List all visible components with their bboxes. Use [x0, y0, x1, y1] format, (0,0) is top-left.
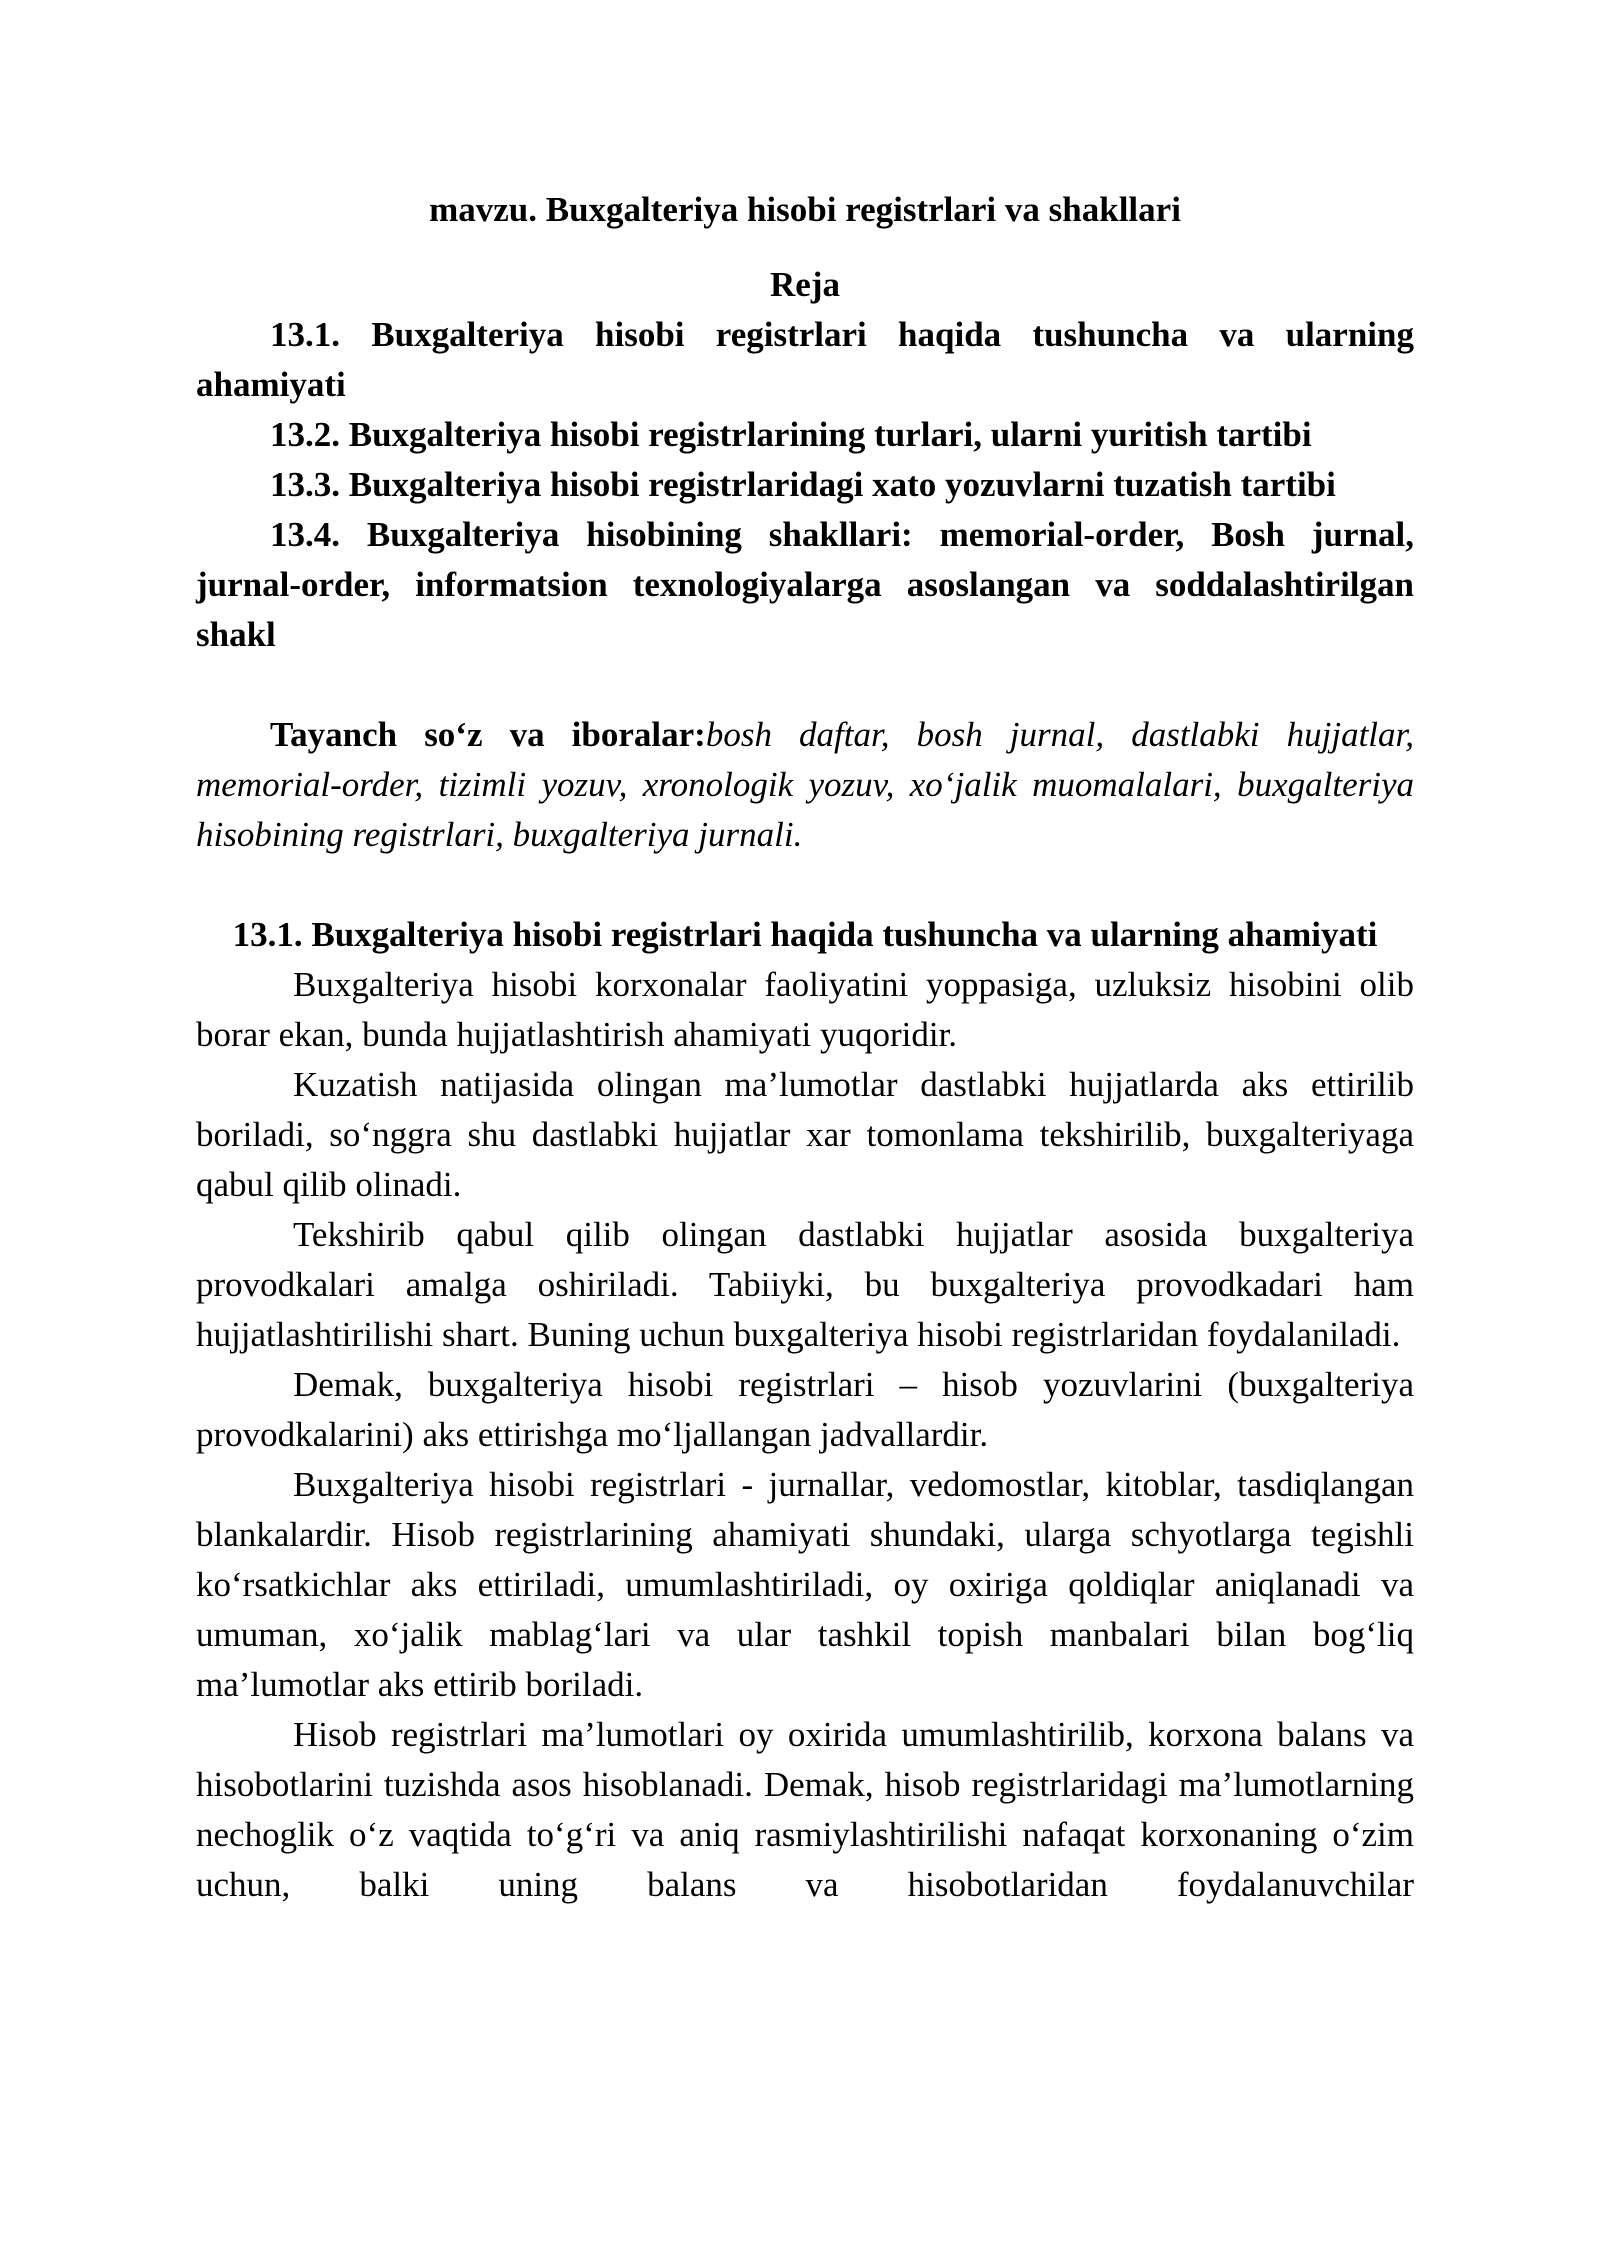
body-paragraph: Kuzatish natijasida olingan ma’lumotlar dastlabki hujjatlarda aks ettirilib boriladi, so‘nggra shu dastlabki hujjatlar xar tomonlama tekshirilib, buxgalteriyaga qabul qilib olinadi. [196, 1065, 1414, 1204]
body-paragraph: Demak, buxgalteriya hisobi registrlari – hisob yozuvlarini (buxgalteriya provodkalarini) aks ettirishga mo‘ljallangan jadvallardir. [196, 1365, 1414, 1454]
document-title: mavzu. Buxgalteriya hisobi registrlari va shakllari [429, 190, 1181, 229]
document-page [196, 185, 1414, 1910]
keywords-list: bosh daftar, bosh jurnal, dastlabki hujjatlar, memorial-order, tizimli yozuv, xronologik yozuv, xo‘jalik muomalalari, buxgalteriya hisobining registrlari, buxgalteriya jurnali. [196, 715, 1415, 854]
body-paragraph: Buxgalteriya hisobi korxonalar faoliyatini yoppasiga, uzluksiz hisobini olib borar ekan, bunda hujjatlashtirish ahamiyati yuqoridir. [196, 965, 1414, 1054]
section-heading: 13.1. Buxgalteriya hisobi registrlari haqida tushuncha va ularning ahamiyati [232, 915, 1378, 954]
plan-item: 13.1. Buxgalteriya hisobi registrlari haqida tushuncha va ularning ahamiyati [196, 315, 1414, 404]
keywords-label: Tayanch so‘z va iboralar: [270, 715, 706, 754]
plan-item: 13.4. Buxgalteriya hisobining shakllari: memorial-order, Bosh jurnal, jurnal-order, informatsion texnologiyalarga asoslangan va soddalashtirilgan shakl [196, 515, 1414, 654]
plan-heading: Reja [770, 265, 840, 304]
plan-item: 13.2. Buxgalteriya hisobi registrlarining turlari, ularni yuritish tartibi [270, 415, 1312, 454]
body-paragraph: Hisob registrlari ma’lumotlari oy oxirida umumlashtirilib, korxona balans va hisobotlarini tuzishda asos hisoblanadi. Demak, hisob registrlaridagi ma’lumotlarning nechoglik o‘z vaqtida to‘g‘ri va aniq rasmiylashtirilishi nafaqat korxonaning o‘zim uchun, balki uning balans va hisobotlaridan foydalanuvchilar [196, 1715, 1414, 1904]
spacer [196, 860, 1414, 910]
plan-item: 13.3. Buxgalteriya hisobi registrlaridagi xato yozuvlarni tuzatish tartibi [270, 465, 1336, 504]
body-paragraph: Buxgalteriya hisobi registrlari - jurnallar, vedomostlar, kitoblar, tasdiqlangan blankalardir. Hisob registrlarining ahamiyati shundaki, ularga schyotlarga tegishli ko‘rsatkichlar aks ettiriladi, umumlashtiriladi, oy oxiriga qoldiqlar aniqlanadi va umuman, xo‘jalik mablag‘lari va ular tashkil topish manbalari bilan bog‘liq ma’lumotlar aks ettirib boriladi. [196, 1465, 1414, 1704]
keywords-paragraph [196, 710, 1414, 860]
body-paragraph: Tekshirib qabul qilib olingan dastlabki hujjatlar asosida buxgalteriya provodkalari amalga oshiriladi. Tabiiyki, bu buxgalteriya provodkadari ham hujjatlashtirilishi shart. Buning uchun buxgalteriya hisobi registrlaridan foydalaniladi. [196, 1215, 1414, 1354]
plan-list [196, 310, 1414, 660]
spacer [196, 660, 1414, 710]
